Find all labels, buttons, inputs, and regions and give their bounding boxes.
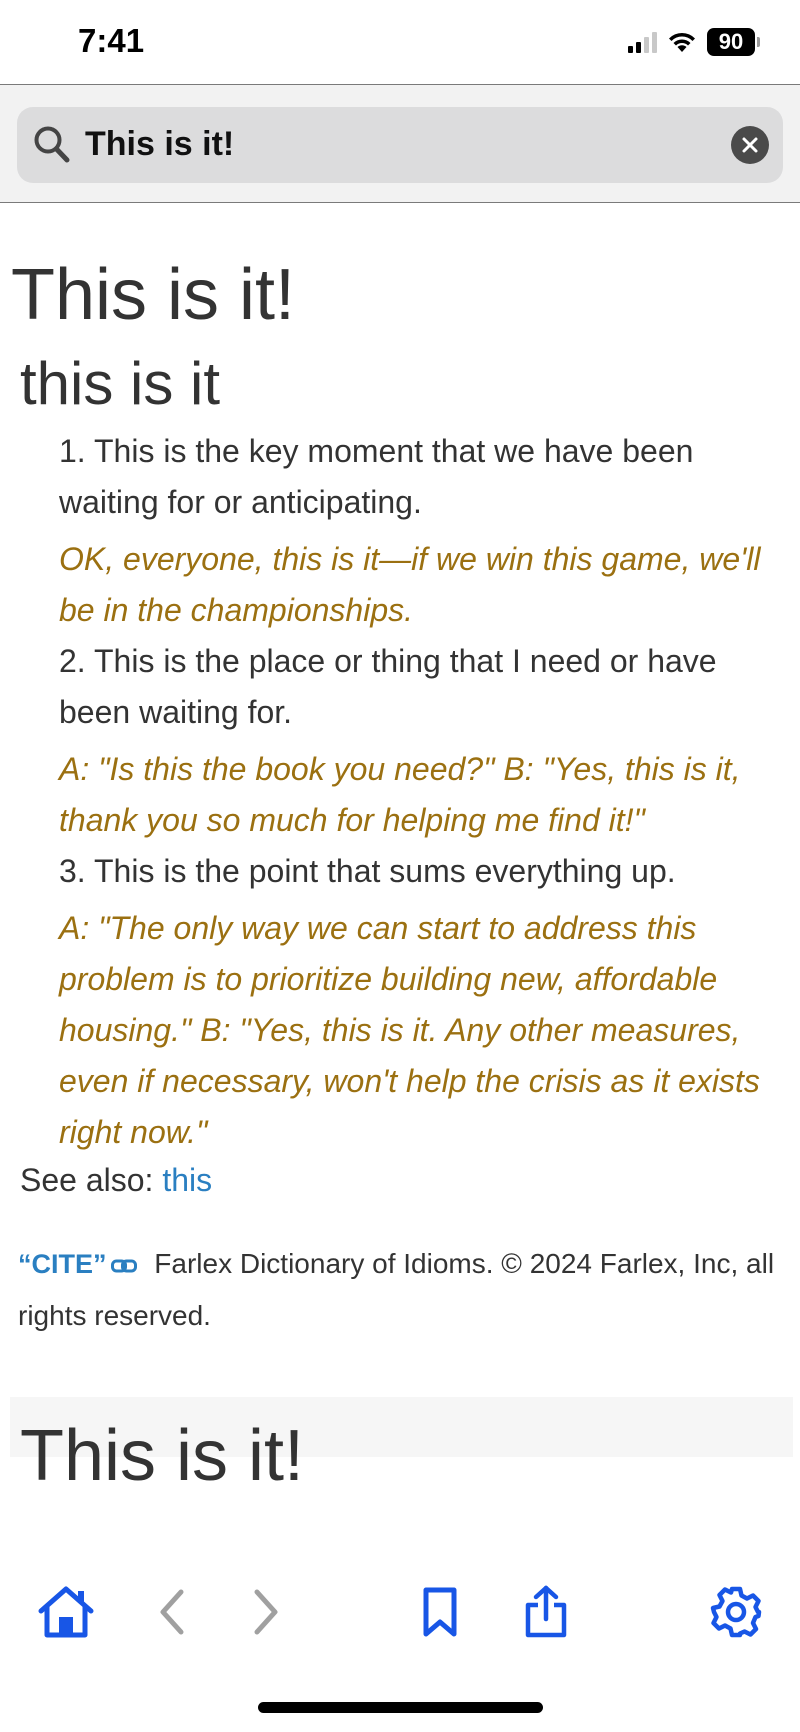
status-time: 7:41 <box>78 22 145 59</box>
clear-search-button[interactable] <box>731 126 769 164</box>
headword: this is it <box>20 350 221 417</box>
cite-button[interactable] <box>18 1239 137 1290</box>
example-sentence: A: "The only way we can start to address this problem is to prioritize building new, affordable housing." B: "Yes, this is it. Any other measures, even if necessary, won't help the crisis as it exists right now." <box>59 910 760 1150</box>
example-sentence: OK, everyone, this is it—if we win this game, we'll be in the championships. <box>59 541 761 628</box>
see-also-label: See also: <box>20 1162 154 1198</box>
see-also <box>20 1162 212 1199</box>
example-sentence: A: "Is this the book you need?" B: "Yes, this is it, thank you so much for helping me find it!" <box>59 751 741 838</box>
definition: 1. This is the key moment that we have been waiting for or anticipating. <box>59 433 694 520</box>
search-box[interactable] <box>17 107 783 183</box>
home-indicator[interactable] <box>258 1702 543 1713</box>
definition: 2. This is the place or thing that I need or have been waiting for. <box>59 643 717 730</box>
bottom-toolbar <box>0 1580 800 1660</box>
citation-text: Farlex Dictionary of Idioms. © 2024 Farlex, Inc, all rights reserved. <box>18 1248 775 1331</box>
back-button[interactable] <box>140 1580 204 1644</box>
bookmark-button[interactable] <box>408 1580 472 1644</box>
status-bar <box>0 0 800 84</box>
share-icon <box>524 1585 568 1639</box>
settings-icon <box>709 1585 763 1639</box>
battery-level: 90 <box>707 28 755 56</box>
citation <box>18 1238 788 1341</box>
definition-list <box>59 426 779 1158</box>
status-icons <box>628 28 760 56</box>
search-icon <box>33 125 71 165</box>
dictionary-content[interactable] <box>0 204 800 1496</box>
see-also-link[interactable]: this <box>162 1162 213 1198</box>
next-entry-preview <box>10 1397 793 1496</box>
forward-button[interactable] <box>234 1580 298 1644</box>
battery-icon <box>707 28 760 56</box>
forward-icon <box>251 1588 281 1636</box>
close-icon <box>742 137 758 153</box>
link-icon <box>111 1259 137 1273</box>
back-icon <box>157 1588 187 1636</box>
page-title: This is it! <box>11 255 296 335</box>
share-button[interactable] <box>514 1580 578 1644</box>
wifi-icon <box>667 31 697 53</box>
home-icon <box>37 1585 95 1639</box>
settings-button[interactable] <box>704 1580 768 1644</box>
search-input[interactable] <box>85 125 705 164</box>
next-entry-title: This is it! <box>20 1416 305 1496</box>
definition: 3. This is the point that sums everything up. <box>59 853 676 889</box>
bookmark-icon <box>422 1586 458 1638</box>
search-header <box>0 84 800 203</box>
cite-label: “CITE” <box>18 1249 107 1279</box>
home-button[interactable] <box>34 1580 98 1644</box>
cellular-signal-icon <box>628 31 657 53</box>
